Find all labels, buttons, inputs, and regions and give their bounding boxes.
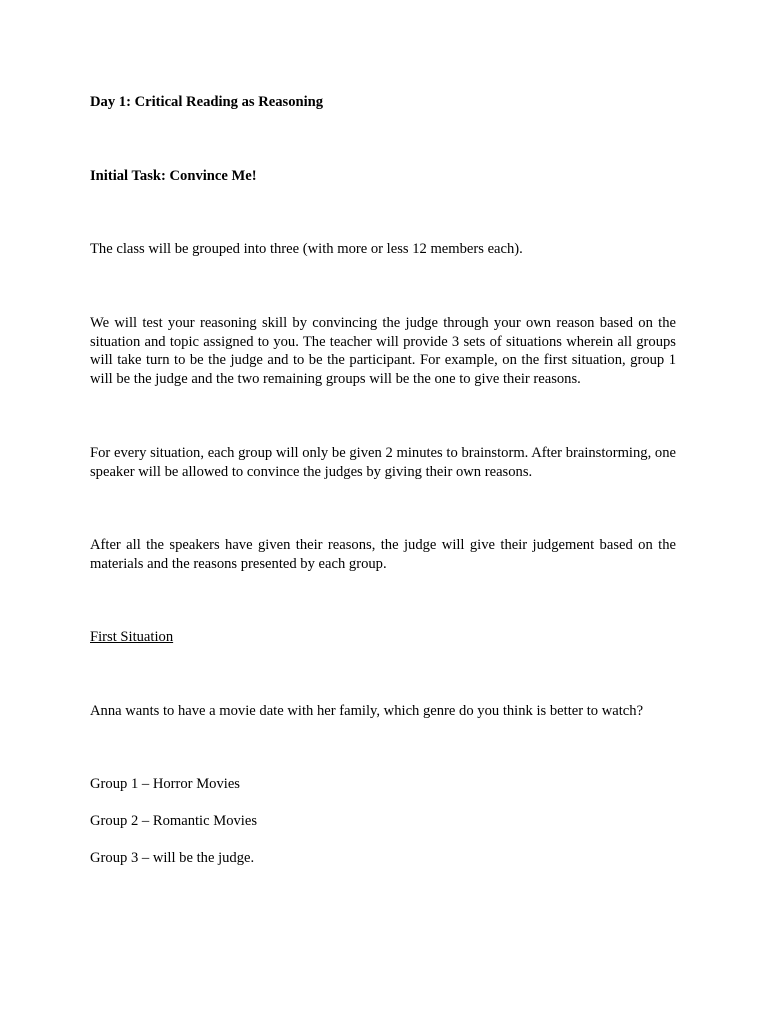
paragraph-brainstorm: For every situation, each group will only be given 2 minutes to brainstorm. After brainstorming, one speaker will be allowed to convince the judges by giving their own reasons.: [90, 445, 676, 480]
paragraph-reasoning-test: We will test your reasoning skill by convincing the judge through your own reason based on the situation and topic assigned to you. The teacher will provide 3 sets of situations wherein all groups will take turn to be the judge and to be the participant. For example, on the first situation, group 1 will be the judge and the two remaining groups will be the one to give their reasons.: [90, 315, 676, 387]
group-3-item: Group 3 – will be the judge.: [90, 850, 255, 866]
paragraph-judgement: After all the speakers have given their reasons, the judge will give their judgement based on the materials and the reasons presented by each group.: [90, 537, 676, 572]
paragraph-grouping: The class will be grouped into three (with more or less 12 members each).: [90, 241, 523, 257]
group-1-item: Group 1 – Horror Movies: [90, 776, 240, 792]
document-title: Day 1: Critical Reading as Reasoning: [90, 94, 324, 110]
situation-heading: First Situation: [90, 629, 174, 645]
task-heading: Initial Task: Convince Me!: [90, 168, 257, 184]
situation-question: Anna wants to have a movie date with her family, which genre do you think is better to watch?: [90, 703, 644, 719]
group-2-item: Group 2 – Romantic Movies: [90, 813, 258, 829]
